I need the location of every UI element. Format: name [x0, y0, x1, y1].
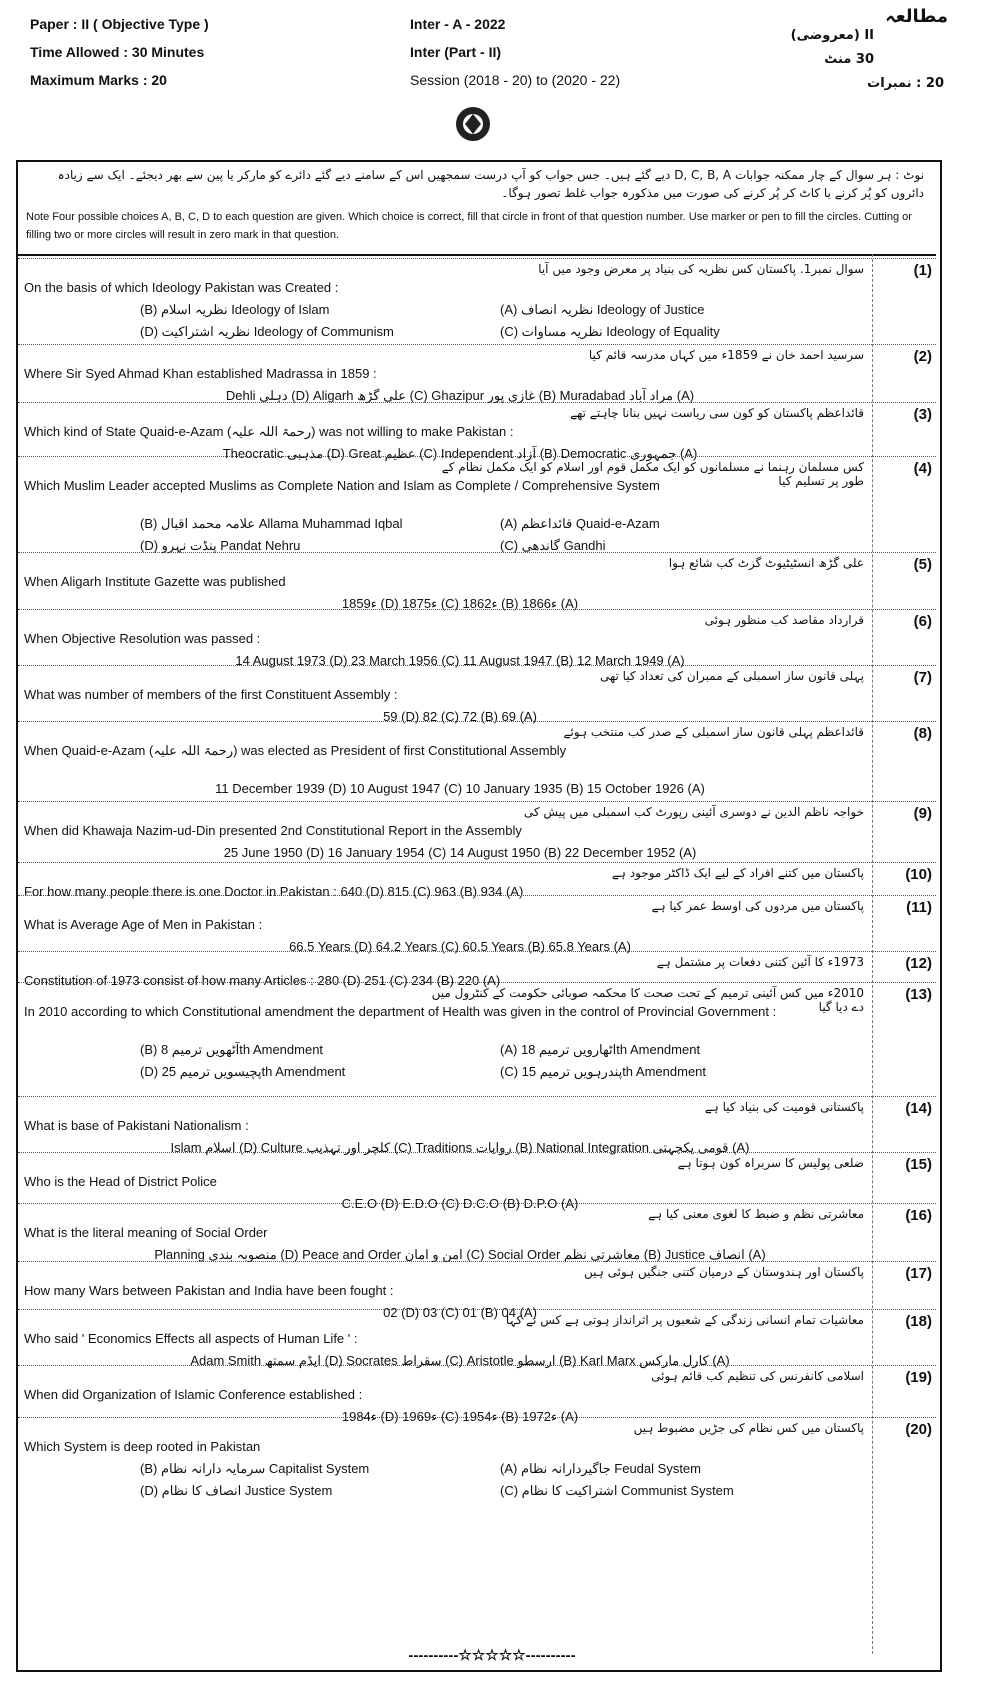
urdu-subject: مطالعہ [885, 6, 948, 27]
question-urdu: قائداعظم پہلی قانون ساز اسمبلی کے صدر کب منتخب ہوئے [563, 725, 864, 739]
answer-option: (D) پچیسویں ترمیم 25th Amendment [140, 1064, 346, 1079]
question-separator [18, 1417, 936, 1418]
answer-options-line: 66.5 Years (D) 64.2 Years (C) 60.5 Years (B) 65.8 Years (A) [289, 939, 631, 954]
question-english: When Quaid-e-Azam (رحمۃ اللہ علیہ) was elected as President of first Constitutional Assembly [24, 743, 567, 758]
question-urdu: علی گڑھ انسٹیٹیوٹ گزٹ کب شائع ہوا [668, 556, 864, 570]
question-urdu: کس مسلمان رہنما نے مسلمانوں کو ایک مکمل قوم اور اسلام کو ایک مکمل نظام کے طور پر تسلیم کیا [441, 460, 864, 488]
question-number: (5) [913, 556, 932, 573]
question-urdu: قرارداد مقاصد کب منظور ہوئی [704, 613, 864, 627]
question-number: (13) [905, 986, 932, 1003]
question-number-divider [872, 254, 873, 1654]
question-english: Who said ' Economics Effects all aspects of Human Life ' : [24, 1331, 358, 1346]
question-separator [18, 665, 936, 666]
question-number: (16) [905, 1207, 932, 1224]
answer-options-line: Islam اسلام (D) Culture کلچر اور تہذیب (C) Traditions روایات (B) National Integration قومی یکجہتی (A) [170, 1140, 750, 1155]
question-urdu: 1973ء کا آئین کتنی دفعات پر مشتمل ہے [656, 955, 864, 969]
question-urdu: پاکستان میں کتنے افراد کے لیے ایک ڈاکٹر موجود ہے [611, 866, 864, 880]
question-english: Which System is deep rooted in Pakistan [24, 1439, 261, 1454]
answer-options-line: 14 August 1973 (D) 23 March 1956 (C) 11 August 1947 (B) 12 March 1949 (A) [235, 653, 685, 668]
question-english: What is Average Age of Men in Pakistan : [24, 917, 263, 932]
question-number: (6) [913, 613, 932, 630]
question-number: (7) [913, 669, 932, 686]
question-english: What is base of Pakistani Nationalism : [24, 1118, 249, 1133]
question-english: When did Organization of Islamic Conference established : [24, 1387, 363, 1402]
answer-option: (C) نظریہ مساوات Ideology of Equality [500, 324, 720, 339]
question-english: What is the literal meaning of Social Order [24, 1225, 268, 1240]
answer-options-line: 1859ء (D) 1875ء (C) 1862ء (B) 1866ء (A) [341, 596, 579, 611]
question-separator [18, 1096, 936, 1097]
question-english: Constitution of 1973 consist of how many Articles : 280 (D) 251 (C) 234 (B) 220 (A) [24, 973, 501, 988]
question-separator [18, 258, 936, 259]
session-label: Session (2018 - 20) to (2020 - 22) [410, 72, 621, 88]
question-separator [18, 552, 936, 553]
urdu-paper: II (معروضی) [790, 28, 874, 43]
question-separator [18, 801, 936, 802]
question-separator [18, 1203, 936, 1204]
question-number: (11) [906, 899, 932, 916]
answer-options-line: Theocratic مذہبی (D) Great عظیم (C) Independent آزاد (B) Democratic جمہوری (A) [222, 446, 698, 461]
answer-options-line: Dehli دہلی (D) Aligarh علی گڑھ (C) Ghazipur غازی پور (B) Muradabad مراد آباد (A) [225, 388, 695, 403]
question-english: What was number of members of the first Constituent Assembly : [24, 687, 398, 702]
question-separator [18, 1152, 936, 1153]
question-number: (1) [913, 262, 932, 279]
question-urdu: قائداعظم پاکستان کو کون سی ریاست نہیں بنانا چاہتے تھے [570, 406, 864, 420]
answer-options-line: 11 December 1939 (D) 10 August 1947 (C) 10 January 1935 (B) 15 October 1926 (A) [215, 781, 705, 796]
question-urdu: پہلی قانون ساز اسمبلی کے ممبران کی تعداد کیا تھی [599, 669, 864, 683]
question-number: (12) [905, 955, 932, 972]
question-number: (15) [905, 1156, 932, 1173]
answer-option: (D) پنڈت نہرو Pandat Nehru [140, 538, 301, 553]
question-urdu: 2010ء میں کس آئینی ترمیم کے تحت صحت کا محکمہ صوبائی حکومت کے کنٹرول میں دے دیا گیا [431, 986, 864, 1014]
urdu-time: 30 منٹ [824, 52, 874, 67]
question-urdu: اسلامی کانفرنس کی تنظیم کب قائم ہوئی [651, 1369, 864, 1383]
question-number: (2) [913, 348, 932, 365]
answer-options-line: C.E.O (D) E.D.O (C) D.C.O (B) D.P.O (A) [341, 1196, 579, 1211]
question-urdu: سرسید احمد خان نے 1859ء میں کہاں مدرسہ قائم کیا [588, 348, 864, 362]
question-english: Which Muslim Leader accepted Muslims as Complete Nation and Islam as Complete / Comprehensive System [24, 478, 660, 493]
board-logo-icon [455, 106, 491, 142]
question-urdu: پاکستان میں مردوں کی اوسط عمر کیا ہے [651, 899, 864, 913]
question-number: (17) [905, 1265, 932, 1282]
question-number: (8) [913, 725, 932, 742]
question-separator [18, 1261, 936, 1262]
question-urdu: سوال نمبر1. پاکستان کس نظریہ کی بنیاد پر معرض وجود میں آیا [538, 262, 864, 276]
question-separator [18, 609, 936, 610]
question-english: Where Sir Syed Ahmad Khan established Madrassa in 1859 : [24, 366, 377, 381]
note-english: Note Four possible choices A, B, C, D to each question are given. Which choice is correct, fill that circle in front of that question number. Use marker or pen to fill the circles. Cutting or filling two or more circles will result in zero mark in that question. [26, 211, 912, 241]
exam-label: Inter - A - 2022 [410, 16, 506, 32]
question-separator [18, 862, 936, 863]
question-english: On the basis of which Ideology Pakistan was Created : [24, 280, 339, 295]
question-english: When did Khawaja Nazim-ud-Din presented 2nd Constitutional Report in the Assembly [24, 823, 522, 838]
footer-stars: ----------☆☆☆☆☆---------- [408, 1647, 576, 1664]
part-label: Inter (Part - II) [410, 44, 502, 60]
question-number: (9) [913, 805, 932, 822]
question-separator [18, 1365, 936, 1366]
question-english: For how many people there is one Doctor in Pakistan : 640 (D) 815 (C) 963 (B) 934 (A) [24, 884, 524, 899]
instructions-note [18, 162, 936, 256]
paper-label: Paper : II ( Objective Type ) [30, 16, 209, 32]
question-number: (4) [913, 460, 932, 477]
answer-options-line: 02 (D) 03 (C) 01 (B) 04 (A) [383, 1305, 537, 1320]
question-urdu: خواجہ ناظم الدین نے دوسری آئینی رپورٹ کب اسمبلی میں پیش کی [523, 805, 864, 819]
question-english: When Objective Resolution was passed : [24, 631, 261, 646]
question-urdu: معاشرتی نظم و ضبط کا لغوی معنی کیا ہے [648, 1207, 864, 1221]
answer-option: (B) علامہ محمد اقبال Allama Muhammad Iqbal [140, 516, 403, 531]
question-number: (18) [905, 1313, 932, 1330]
question-separator [18, 1309, 936, 1310]
answer-option: (B) سرمایہ دارانہ نظام Capitalist System [140, 1461, 370, 1476]
question-number: (19) [905, 1369, 932, 1386]
question-number: (14) [905, 1100, 932, 1117]
question-number: (3) [913, 406, 932, 423]
question-urdu: ضلعی پولیس کا سربراہ کون ہوتا ہے [677, 1156, 864, 1170]
answer-option: (A) نظریہ انصاف Ideology of Justice [500, 302, 705, 317]
question-separator [18, 721, 936, 722]
question-urdu: پاکستان میں کس نظام کی جڑیں مضبوط ہیں [633, 1421, 864, 1435]
answer-options-line: Adam Smith ایڈم سمتھ (D) Socrates سقراط (C) Aristotle ارسطو (B) Karl Marx کارل مارکس (A) [190, 1353, 730, 1368]
answer-options-line: 25 June 1950 (D) 16 January 1954 (C) 14 August 1950 (B) 22 December 1952 (A) [223, 845, 697, 860]
answer-option: (D) نظریہ اشتراکیت Ideology of Communism [140, 324, 394, 339]
note-urdu: نوٹ : ہر سوال کے چار ممکنہ جوابات D, C, B, A دیے گئے ہیں۔ جس جواب کو آپ درست سمجھیں اس کے سامنے دیے گئے دائرے کو مارکر یا پین سے بھر دیجئے۔ ایک سے زیادہ دائروں کو پُر کرنے یا کاٹ کر پُر کرنے کی صورت میں مذکورہ جواب غلط تصور ہوگا۔ [57, 168, 924, 200]
question-separator [18, 951, 936, 952]
question-english: How many Wars between Pakistan and India have been fought : [24, 1283, 394, 1298]
question-separator [18, 402, 936, 403]
answer-option: (B) نظریہ اسلام Ideology of Islam [140, 302, 330, 317]
question-number: (10) [905, 866, 932, 883]
question-number: (20) [905, 1421, 932, 1438]
answer-option: (A) قائداعظم Quaid-e-Azam [500, 516, 660, 531]
answer-option: (D) انصاف کا نظام Justice System [140, 1483, 333, 1498]
question-english: Who is the Head of District Police [24, 1174, 217, 1189]
urdu-marks: 20 : نمبرات [867, 76, 944, 91]
question-urdu: معاشیات تمام انسانی زندگی کے شعبوں پر اثرانداز ہوتی ہے کس نے کہا [505, 1313, 864, 1327]
question-separator [18, 344, 936, 345]
question-separator [18, 982, 936, 983]
question-english: In 2010 according to which Constitutional amendment the department of Health was given in the control of Provincial Government : [24, 1004, 777, 1019]
question-english: When Aligarh Institute Gazette was published [24, 574, 286, 589]
marks-label: Maximum Marks : 20 [30, 72, 167, 88]
question-separator [18, 456, 936, 457]
answer-options-line: Planning منصوبہ بندی (D) Peace and Order امن و امان (C) Social Order معاشرتی نظم (B) Justice انصاف (A) [154, 1247, 766, 1262]
question-urdu: پاکستانی قومیت کی بنیاد کیا ہے [704, 1100, 864, 1114]
answer-options-line: 59 (D) 82 (C) 72 (B) 69 (A) [383, 709, 537, 724]
answer-option: (C) پندرہویں ترمیم 15th Amendment [500, 1064, 707, 1079]
question-english: Which kind of State Quaid-e-Azam (رحمۃ اللہ علیہ) was not willing to make Pakistan : [24, 424, 514, 439]
answer-option: (C) گاندھی Gandhi [500, 538, 606, 553]
answer-option: (A) اٹھارویں ترمیم 18th Amendment [500, 1042, 701, 1057]
question-urdu: پاکستان اور ہندوستان کے درمیان کتنی جنگیں ہوئی ہیں [584, 1265, 864, 1279]
answer-option: (C) اشتراکیت کا نظام Communist System [500, 1483, 734, 1498]
answer-options-line: 1984ء (D) 1969ء (C) 1954ء (B) 1972ء (A) [341, 1409, 579, 1424]
answer-option: (A) جاگیردارانہ نظام Feudal System [500, 1461, 701, 1476]
time-label: Time Allowed : 30 Minutes [30, 44, 205, 60]
question-separator [18, 895, 936, 896]
answer-option: (B) آٹھویں ترمیم 8th Amendment [140, 1042, 324, 1057]
